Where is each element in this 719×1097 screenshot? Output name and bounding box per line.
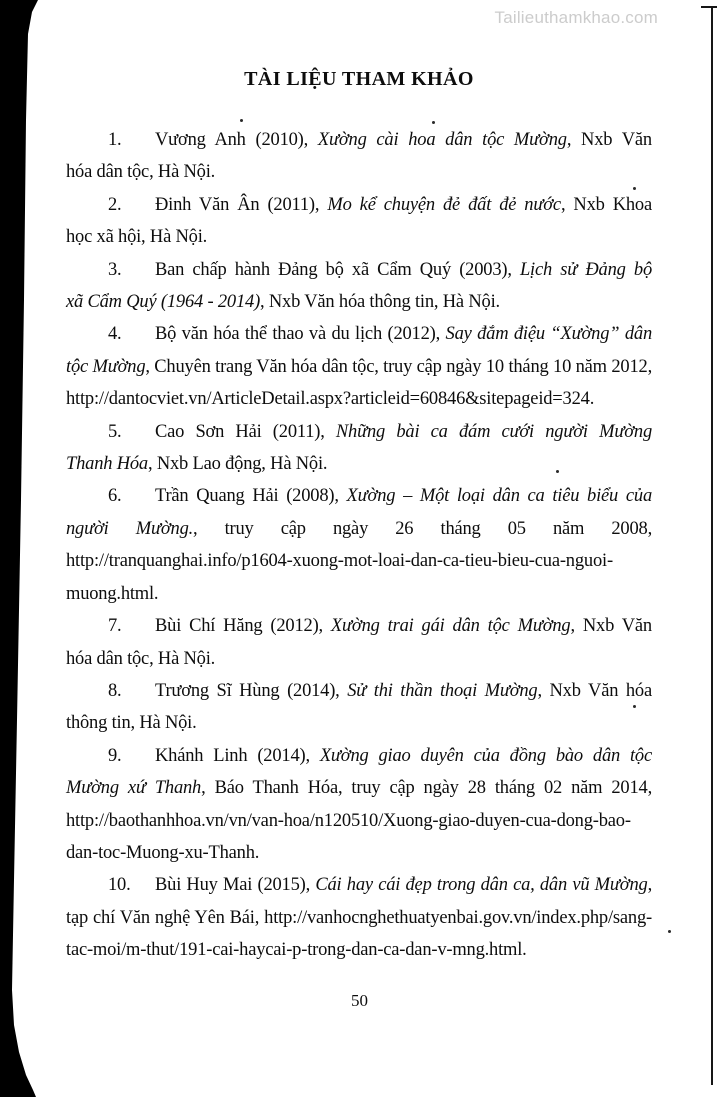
reference-text-segment: , Nxb Văn [566, 130, 652, 150]
scan-speck [668, 930, 671, 933]
watermark: Tailieuthamkhao.com [494, 8, 658, 27]
reference-text-segment: người Mường. [66, 518, 194, 539]
reference-line [66, 643, 652, 675]
reference-number: 1. [108, 130, 122, 150]
reference-text-segment: Thanh Hóa [66, 454, 148, 475]
reference-text-segment: , [647, 875, 652, 896]
reference-number: 6. [108, 486, 122, 507]
reference-text-segment: Mo kể chuyện đẻ đất đẻ nước [327, 194, 561, 215]
reference-line [66, 902, 652, 934]
reference-text-segment: Đinh Văn Ân (2011), [155, 194, 328, 215]
reference-text-segment: Xường trai gái dân tộc Mường [330, 616, 571, 637]
reference-line [66, 351, 652, 383]
reference-text-segment: , truy cập ngày 26 tháng 05 năm 2008, [193, 518, 652, 539]
reference-text-segment: tộc Mường [66, 356, 146, 377]
reference-line [66, 740, 652, 772]
reference-text-segment: hóa dân tộc, Hà Nội. [66, 162, 216, 183]
reference-line [66, 545, 652, 577]
reference-text-segment: , Nxb Văn hóa thông tin, Hà Nội. [260, 292, 500, 313]
reference-line [66, 837, 652, 869]
reference-text-segment: , Nxb Khoa [560, 194, 652, 215]
reference-line [66, 448, 652, 480]
reference-text-segment: , Nxb Văn hóa [537, 680, 652, 701]
page-number: 50 [351, 991, 368, 1010]
reference-number: 7. [108, 616, 122, 637]
reference-line [66, 513, 652, 545]
scan-speck [240, 119, 243, 122]
reference-text-segment: , Báo Thanh Hóa, truy cập ngày 28 tháng 02 năm 2014, [201, 778, 652, 799]
reference-text-segment: Xường cài hoa dân tộc Mường [317, 130, 567, 150]
reference-line [66, 416, 652, 448]
reference-text-segment: Xường giao duyên của đồng bào dân tộc [319, 745, 652, 766]
reference-line [66, 124, 652, 156]
scan-right-edge-hook [701, 6, 717, 8]
reference-line [66, 480, 652, 512]
reference-text-segment: Mường xứ Thanh [66, 778, 202, 799]
reference-text-segment: Ban chấp hành Đảng bộ xã Cẩm Quý (2003), [155, 259, 520, 280]
references-list [66, 124, 652, 967]
reference-text-segment: Xường – Một loại dân ca tiêu biểu của [346, 486, 652, 507]
reference-text-segment: xã Cẩm Quý (1964 - 2014) [66, 292, 261, 313]
reference-text-segment: Bùi Chí Hăng (2012), [155, 616, 331, 637]
reference-text-segment: Trương Sĩ Hùng (2014), [155, 680, 348, 701]
reference-line [66, 221, 652, 253]
reference-text-segment: thông tin, Hà Nội. [66, 713, 197, 734]
reference-line [66, 772, 652, 804]
reference-text-segment: Những bài ca đám cưới người Mường [335, 421, 652, 442]
reference-text-segment: Trần Quang Hải (2008), [155, 486, 347, 507]
reference-text-segment: học xã hội, Hà Nội. [66, 227, 208, 248]
reference-text-segment: muong.html. [66, 583, 159, 604]
reference-text-segment: Say đắm điệu “Xường” dân [445, 324, 653, 345]
reference-number: 9. [108, 745, 122, 766]
reference-text-segment: http://baothanhhoa.vn/vn/van-hoa/n120510/Xuong-giao-duyen-cua-dong-bao- [66, 810, 631, 831]
reference-text-segment: tac-moi/m-thut/191-cai-haycai-p-trong-dan-ca-dan-v-mng.html. [66, 940, 527, 961]
reference-line [66, 318, 652, 350]
reference-number: 2. [108, 194, 122, 215]
reference-text-segment: Cao Sơn Hải (2011), [155, 421, 336, 442]
reference-line [66, 610, 652, 642]
reference-line [66, 383, 652, 415]
reference-number: 4. [108, 324, 122, 345]
reference-number: 8. [108, 680, 122, 701]
reference-text-segment: , Nxb Lao động, Hà Nội. [147, 454, 328, 475]
reference-number: 5. [108, 421, 122, 442]
reference-line [66, 869, 652, 901]
reference-text-segment: http://dantocviet.vn/ArticleDetail.aspx?articleid=60846&sitepageid=324. [66, 389, 595, 410]
reference-line [66, 254, 652, 286]
reference-text-segment: Bộ văn hóa thể thao và du lịch (2012), [155, 324, 446, 345]
page-title: TÀI LIỆU THAM KHẢO [244, 68, 474, 90]
reference-text-segment: hóa dân tộc, Hà Nội. [66, 648, 216, 669]
reference-text-segment: Bùi Huy Mai (2015), [155, 875, 316, 896]
reference-text-segment: dan-toc-Muong-xu-Thanh. [66, 842, 260, 863]
reference-line [66, 156, 652, 188]
reference-text-segment: Lịch sử Đảng bộ [519, 259, 652, 280]
reference-line [66, 578, 652, 610]
reference-line [66, 707, 652, 739]
scan-right-edge-line [711, 6, 713, 1085]
reference-line [66, 934, 652, 966]
reference-text-segment: , Chuyên trang Văn hóa dân tộc, truy cập ngày 10 tháng 10 năm 2012, [145, 356, 652, 377]
reference-text-segment: Cái hay cái đẹp trong dân ca, dân vũ Mường [315, 875, 648, 896]
reference-number: 3. [108, 259, 122, 280]
reference-line [66, 675, 652, 707]
reference-text-segment: Khánh Linh (2014), [155, 745, 320, 766]
reference-text-segment: , Nxb Văn [570, 616, 652, 637]
reference-text-segment: Vương Anh (2010), [155, 130, 318, 150]
reference-line [66, 286, 652, 318]
reference-number: 10. [108, 875, 131, 896]
reference-line [66, 805, 652, 837]
reference-text-segment: tạp chí Văn nghệ Yên Bái, http://vanhocnghethuatyenbai.gov.vn/index.php/sang- [66, 907, 652, 928]
reference-text-segment: Sử thi thần thoại Mường [347, 680, 538, 701]
reference-text-segment: http://tranquanghai.info/p1604-xuong-mot-loai-dan-ca-tieu-bieu-cua-nguoi- [66, 551, 613, 572]
reference-line [66, 189, 652, 221]
